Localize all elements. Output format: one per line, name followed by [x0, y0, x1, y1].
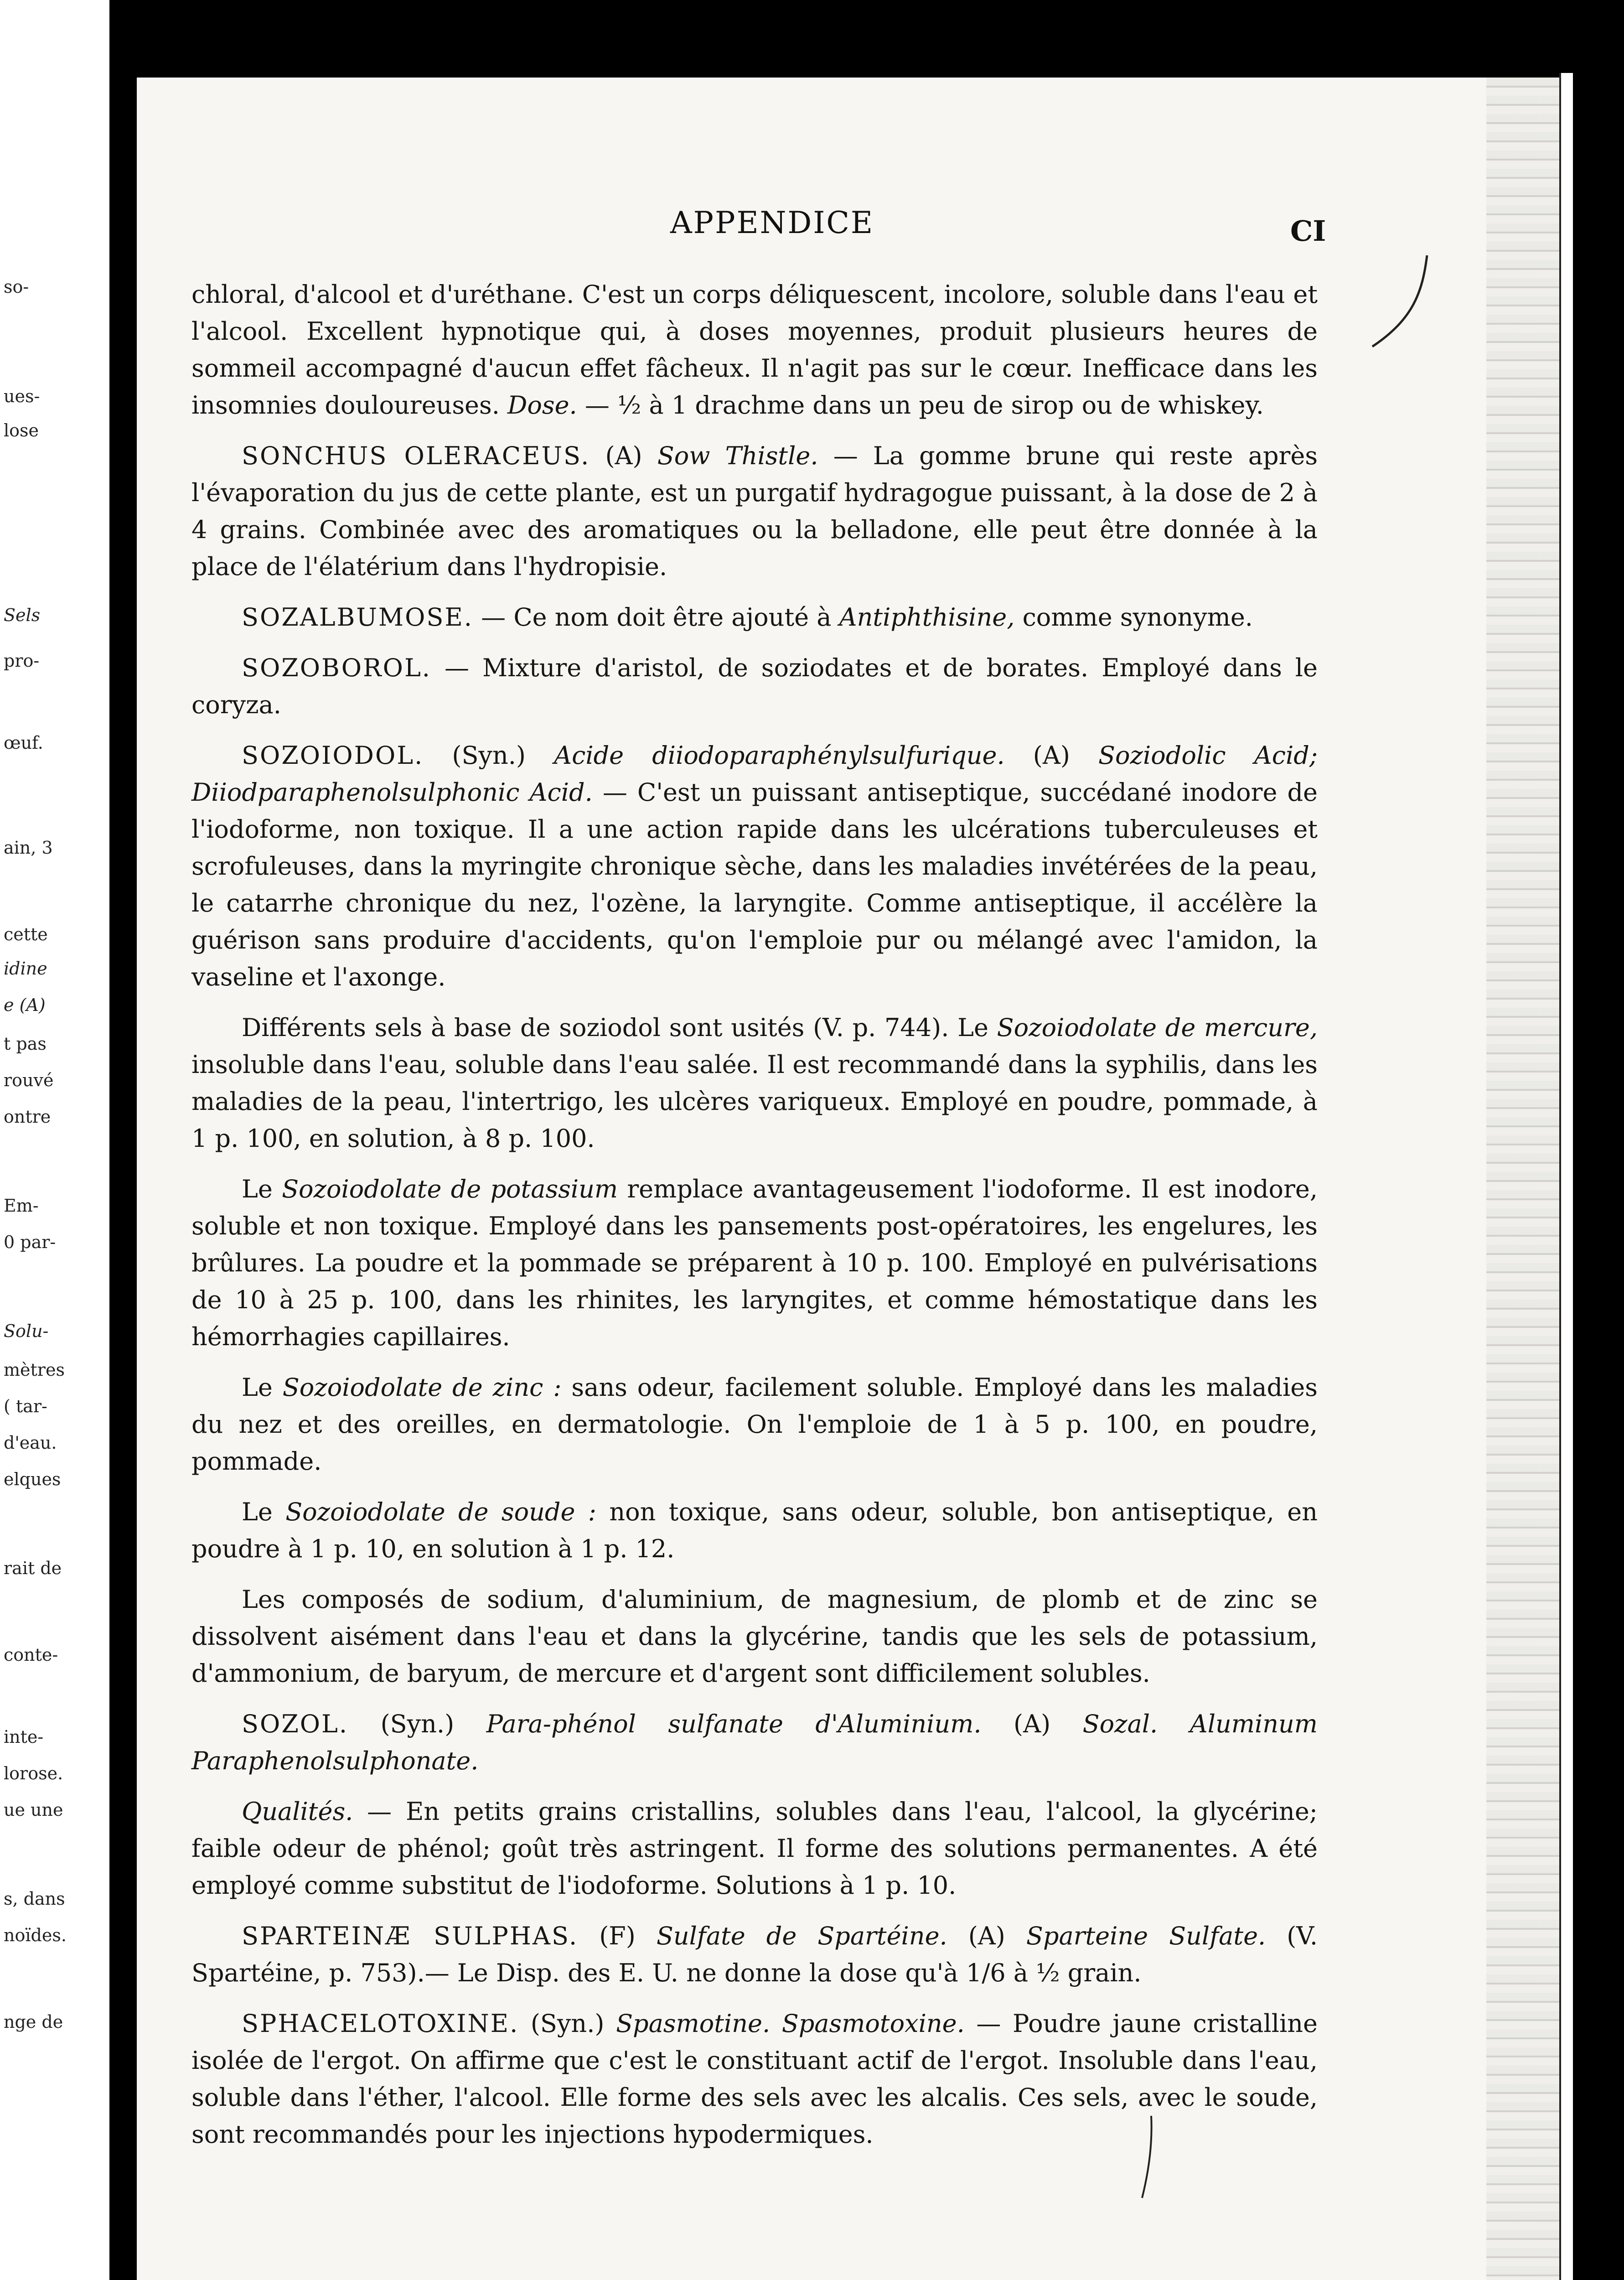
- entry-heading: SONCHUS OLERACEUS.: [242, 441, 590, 470]
- paragraph-chloral: chloral, d'alcool et d'uréthane. C'est un corps déliquescent, incolore, soluble dans l'eau et l'alcool. Excellent hypnotique qui, à doses moyennes, produit plusieurs heures de sommeil accompagné d'aucun effet fâcheux. Il n'agit pas sur le cœur. Inefficace dans les insomnies douloureuses. Dose. — ½ à 1 drachme dans un peu de sirop ou de whiskey.: [191, 280, 1318, 420]
- left-fragment: Sels: [4, 605, 41, 625]
- entry-sphacelotoxine: SPHACELOTOXINE. (Syn.) Spasmotine. Spasmotoxine. — Poudre jaune cristalline isolée de l'ergot. On affirme que c'est le constituant actif de l'ergot. Insoluble dans l'eau, soluble dans l'éther, l'alcool. Elle forme des sels avec les alcalis. Ces sels, avec le soude, sont recommandés pour les injections hypodermiques.: [191, 2009, 1318, 2149]
- left-fragment: d'eau.: [4, 1433, 57, 1453]
- left-fragment: s, dans: [4, 1889, 65, 1909]
- left-fragment: ues-: [4, 386, 40, 406]
- left-fragment: lose: [4, 420, 39, 440]
- page-body: [191, 276, 1318, 2166]
- running-head: APPENDICE: [670, 205, 874, 240]
- entry-sozoiodol: SOZOIODOL. (Syn.) Acide diiodoparaphénylsulfurique. (A) Soziodolic Acid; Diiodparaphenolsulphonic Acid. — C'est un puissant antiseptique, succédané inodore de l'iodoforme, non toxique. Il a une action rapide dans les ulcérations tuberculeuses et scrofuleuses, dans la myringite chronique sèche, dans les maladies invétérées de la peau, le catarrhe chronique du nez, l'ozène, la laryngite. Comme antiseptique, il accélère la guérison sans produire d'accidents, qu'on l'emploie pur ou mélangé avec l'amidon, la vaseline et l'axonge.: [191, 741, 1318, 991]
- entry-heading: SPHACELOTOXINE.: [242, 2009, 519, 2038]
- left-fragment: Solu-: [4, 1321, 49, 1341]
- left-fragment: t pas: [4, 1034, 47, 1054]
- page-number: CI: [1290, 214, 1326, 248]
- page-edge-border: [1559, 73, 1573, 2280]
- left-facing-page: [0, 0, 109, 2280]
- left-fragment: lorose.: [4, 1763, 63, 1783]
- left-fragment: nge de: [4, 2012, 63, 2032]
- paragraph-soude: Le Sozoiodolate de soude : non toxique, sans odeur, soluble, bon antiseptique, en poudre à 1 p. 10, en solution à 1 p. 12.: [191, 1498, 1318, 1563]
- entry-sozalbumose: SOZALBUMOSE. — Ce nom doit être ajouté à Antiphthisine, comme synonyme.: [242, 603, 1253, 632]
- left-fragment: ( tar-: [4, 1396, 47, 1416]
- entry-sozol: SOZOL. (Syn.) Para-phénol sulfanate d'Aluminium. (A) Sozal. Aluminum Paraphenolsulphonate.: [191, 1710, 1318, 1775]
- paragraph-sozoiodol-salts: Différents sels à base de soziodol sont usités (V. p. 744). Le Sozoiodolate de mercure, insoluble dans l'eau, soluble dans l'eau salée. Il est recommandé dans la syphilis, dans les maladies de la peau, l'intertrigo, les ulcères variqueux. Employé en poudre, pommade, à 1 p. 100, en solution, à 8 p. 100.: [191, 1013, 1318, 1153]
- paragraph-composes: Les composés de sodium, d'aluminium, de magnesium, de plomb et de zinc se dissolvent aisément dans l'eau et dans la glycérine, tandis que les sels de potassium, d'ammonium, de baryum, de mercure et d'argent sont difficilement solubles.: [191, 1585, 1318, 1688]
- paragraph-potassium: Le Sozoiodolate de potassium remplace avantageusement l'iodoforme. Il est inodore, soluble et non toxique. Employé dans les pansements post-opératoires, les engelures, les brûlures. La poudre et la pommade se préparent à 10 p. 100. Employé en pulvérisations de 10 à 25 p. 100, dans les rhinites, les laryngites, et comme hémostatique dans les hémorrhagies capillaires.: [191, 1175, 1318, 1351]
- entry-sparteinae: SPARTEINÆ SULPHAS. (F) Sulfate de Spartéine. (A) Sparteine Sulfate. (V. Spartéine, p. 753).— Le Disp. des E. U. ne donne la dose qu'à 1/6 à ½ grain.: [191, 1922, 1318, 1987]
- left-fragment: rait de: [4, 1558, 62, 1578]
- left-fragment: inte-: [4, 1727, 44, 1747]
- entry-sozoborol: SOZOBOROL. — Mixture d'aristol, de soziodates et de borates. Employé dans le coryza.: [191, 653, 1318, 719]
- left-fragment: ue une: [4, 1800, 63, 1820]
- left-fragment: ain, 3: [4, 838, 53, 858]
- left-fragment: e (A): [4, 995, 46, 1015]
- entry-heading: SOZOIODOL.: [242, 741, 424, 770]
- left-fragment: cette: [4, 924, 48, 944]
- left-fragment: idine: [4, 959, 47, 979]
- left-fragment: noïdes.: [4, 1925, 67, 1945]
- left-fragment: rouvé: [4, 1070, 54, 1090]
- paragraph-qualites: Qualités. — En petits grains cristallins, solubles dans l'eau, l'alcool, la glycérine; faible odeur de phénol; goût très astringent. Il forme des solutions permanentes. A été employé comme substitut de l'iodoforme. Solutions à 1 p. 10.: [191, 1797, 1318, 1900]
- paragraph-zinc: Le Sozoiodolate de zinc : sans odeur, facilement soluble. Employé dans les maladies du nez et des oreilles, en dermatologie. On l'emploie de 1 à 5 p. 100, en poudre, pommade.: [191, 1373, 1318, 1476]
- left-fragment: 0 par-: [4, 1232, 56, 1252]
- left-fragment: elques: [4, 1469, 61, 1489]
- entry-heading: SOZOBOROL.: [242, 653, 431, 682]
- page-edge-stack: [1486, 78, 1559, 2280]
- left-fragment: conte-: [4, 1645, 58, 1665]
- entry-sonchus: SONCHUS OLERACEUS. (A) Sow Thistle. — La gomme brune qui reste après l'évaporation du jus de cette plante, est un purgatif hydragogue puissant, à la dose de 2 à 4 grains. Combinée avec des aromatiques ou la belladone, elle peut être donnée à la place de l'élatérium dans l'hydropisie.: [191, 441, 1318, 581]
- left-fragment: so-: [4, 277, 29, 297]
- left-fragment: œuf.: [4, 733, 43, 753]
- page-gutter: [109, 0, 137, 2280]
- left-fragment: Em-: [4, 1196, 39, 1216]
- left-fragment: mètres: [4, 1360, 65, 1380]
- entry-heading: SOZALBUMOSE.: [242, 603, 473, 632]
- entry-heading: SPARTEINÆ SULPHAS.: [242, 1922, 579, 1950]
- left-fragment: pro-: [4, 651, 40, 671]
- left-fragment: ontre: [4, 1107, 51, 1127]
- entry-heading: SOZOL.: [242, 1710, 349, 1738]
